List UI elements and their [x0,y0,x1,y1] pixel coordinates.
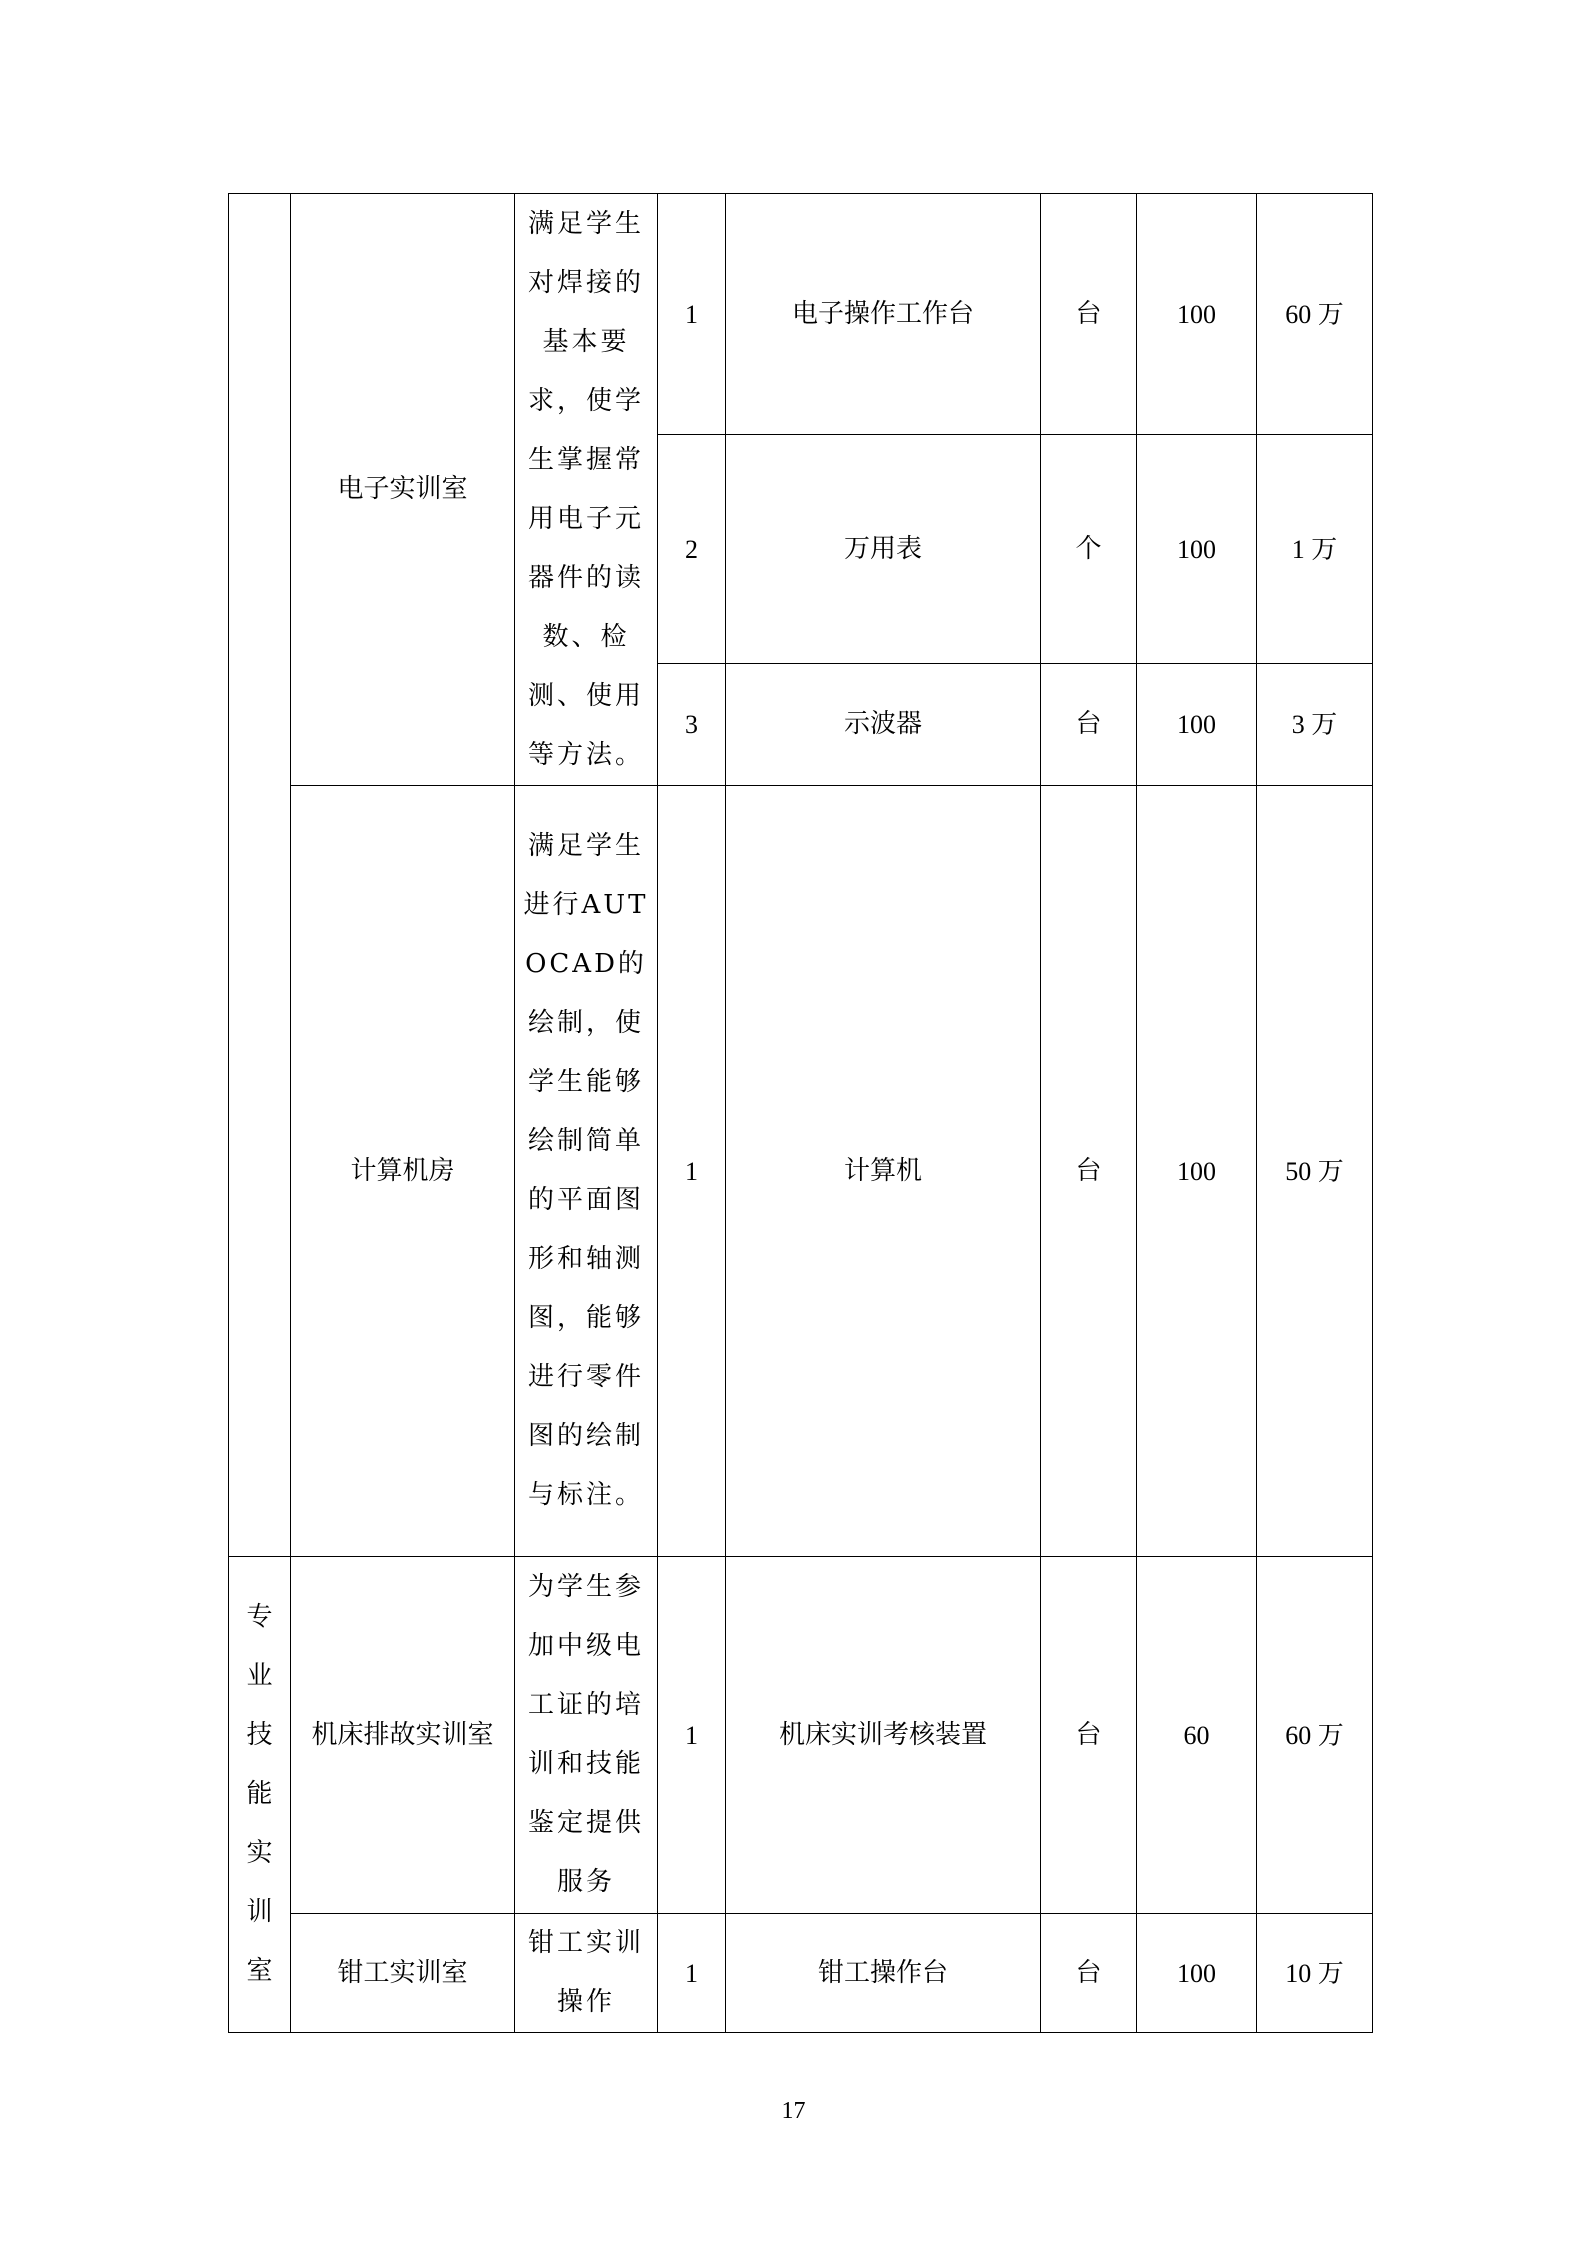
table-row [229,1914,1373,2033]
unit-cell: 台 [1041,1557,1137,1914]
cost-cell: 1 万 [1257,435,1373,664]
equipment-name-cell: 钳工操作台 [726,1914,1041,2033]
cost-cell: 3 万 [1257,664,1373,786]
purpose-cell: 为学生参加中级电工证的培训和技能鉴定提供服务 [515,1557,658,1914]
quantity-cell: 100 [1137,435,1257,664]
item-number-cell: 3 [658,664,726,786]
room-name-cell: 钳工实训室 [291,1914,515,2033]
quantity-cell: 100 [1137,194,1257,435]
equipment-name-cell: 电子操作工作台 [726,194,1041,435]
category-char: 室 [246,1956,273,1986]
category-cell [229,1557,291,2033]
unit-cell: 个 [1041,435,1137,664]
cost-cell: 60 万 [1257,1557,1373,1914]
category-char: 技 [246,1720,273,1750]
category-char: 专 [246,1602,273,1632]
category-char: 业 [246,1661,273,1691]
table-row [229,194,1373,435]
cost-cell: 50 万 [1257,786,1373,1557]
unit-cell: 台 [1041,194,1137,435]
category-char: 能 [246,1779,273,1809]
item-number-cell: 2 [658,435,726,664]
purpose-cell: 满足学生对焊接的基本要求，使学生掌握常用电子元器件的读数、检测、使用等方法。 [515,194,658,786]
unit-cell: 台 [1041,1914,1137,2033]
category-char: 训 [246,1897,273,1927]
purpose-cell: 钳工实训操作 [515,1914,658,2033]
item-number-cell: 1 [658,1914,726,2033]
unit-cell: 台 [1041,786,1137,1557]
cost-cell: 10 万 [1257,1914,1373,2033]
table-row [229,786,1373,1557]
item-number-cell: 1 [658,194,726,435]
purpose-cell: 满足学生进行AUTOCAD的绘制，使学生能够绘制简单的平面图形和轴测图，能够进行零件图的绘制与标注。 [515,786,658,1557]
room-name-cell: 机床排故实训室 [291,1557,515,1914]
category-cell-empty [229,194,291,1557]
quantity-cell: 100 [1137,664,1257,786]
equipment-name-cell: 计算机 [726,786,1041,1557]
quantity-cell: 60 [1137,1557,1257,1914]
quantity-cell: 100 [1137,786,1257,1557]
cost-cell: 60 万 [1257,194,1373,435]
category-char: 实 [246,1838,273,1868]
room-name-cell: 计算机房 [291,786,515,1557]
table-row [229,1557,1373,1914]
quantity-cell: 100 [1137,1914,1257,2033]
item-number-cell: 1 [658,786,726,1557]
unit-cell: 台 [1041,664,1137,786]
equipment-name-cell: 万用表 [726,435,1041,664]
equipment-name-cell: 示波器 [726,664,1041,786]
equipment-table [228,193,1373,2033]
page-number: 17 [781,2098,806,2124]
equipment-name-cell: 机床实训考核装置 [726,1557,1041,1914]
room-name-cell: 电子实训室 [291,194,515,786]
item-number-cell: 1 [658,1557,726,1914]
